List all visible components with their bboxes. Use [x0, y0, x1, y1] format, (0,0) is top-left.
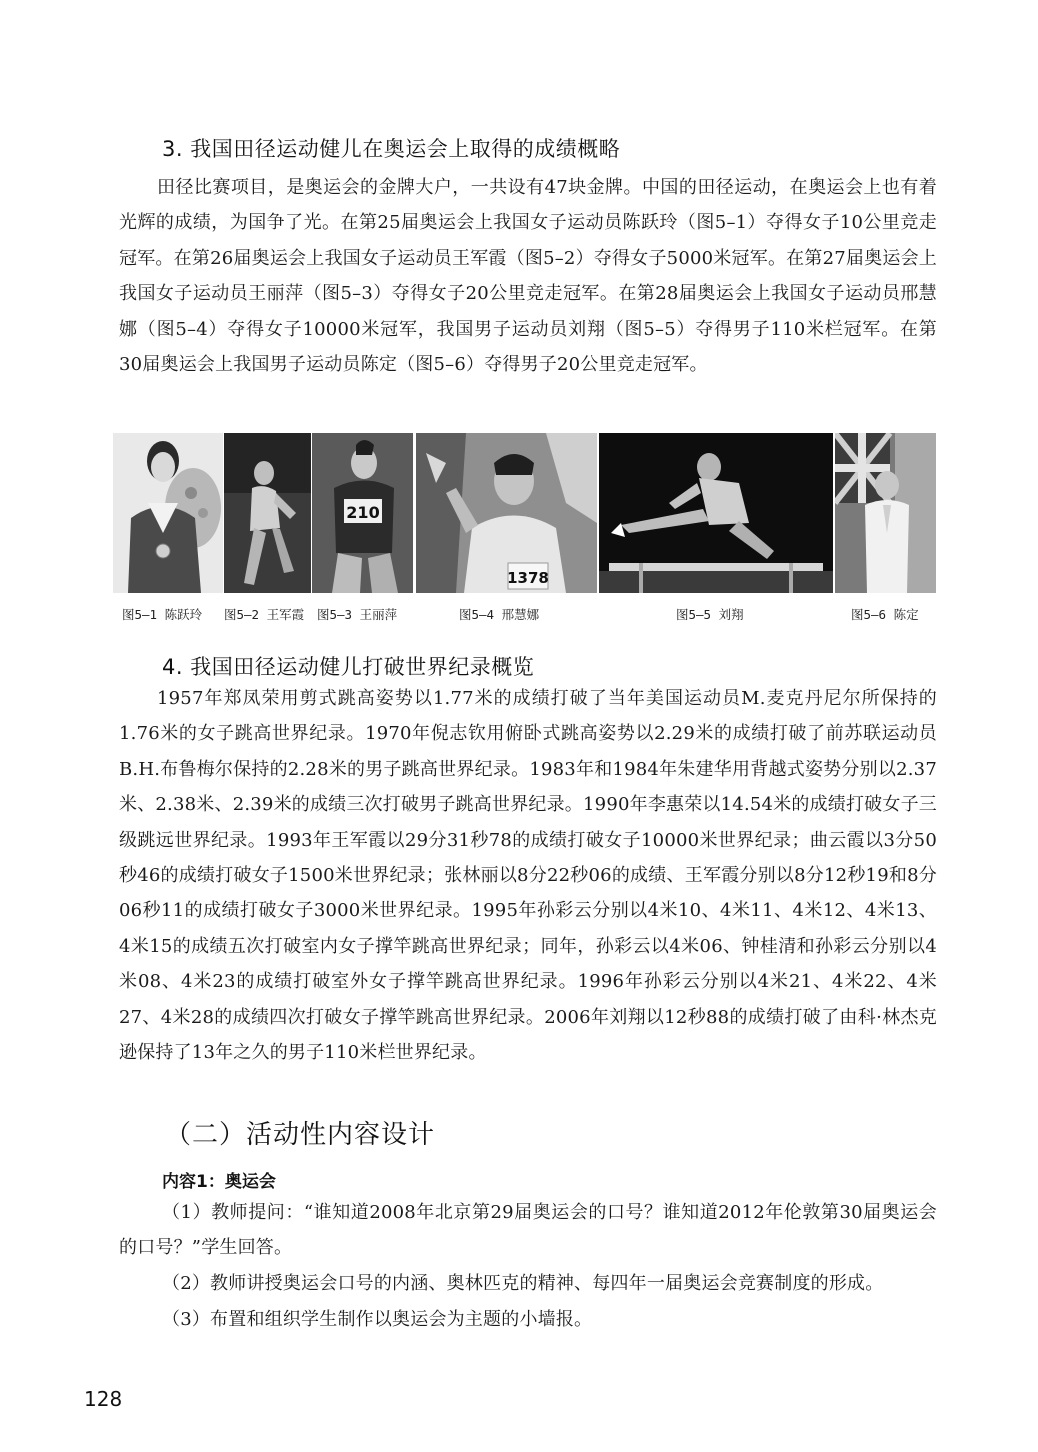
photo-chen-ding [835, 433, 936, 593]
photo-liu-xiang [599, 433, 833, 593]
caption-fig-5-1: 图5–1 陈跃玲 [122, 607, 203, 622]
photo-xing-huina [416, 433, 597, 593]
caption-fig-5-6: 图5–6 陈定 [851, 607, 919, 622]
caption-fig-5-2: 图5–2 王军霞 [224, 607, 305, 622]
page-number: 128 [84, 1387, 123, 1411]
section-4-heading: 4. 我国田径运动健儿打破世界纪录概览 [162, 655, 535, 679]
activity-item-3: （3）布置和组织学生制作以奥运会为主题的小墙报。 [162, 1309, 593, 1330]
activity-item-1: （1）教师提问：“谁知道2008年北京第29届奥运会的口号？谁知道2012年伦敦第30届奥运会的口号？”学生回答。 [119, 1202, 937, 1259]
athlete-photo-strip [113, 433, 936, 593]
section-4-paragraph: 1957年郑凤荣用剪式跳高姿势以1.77米的成绩打破了当年美国运动员M.麦克丹尼尔所保持的1.76米的女子跳高世界纪录。1970年倪志钦用俯卧式跳高姿势以2.29米的成绩打破了前苏联运动员B.H.布鲁梅尔保持的2.28米的男子跳高世界纪录。1983年和1984年朱建华用背越式姿势分别以2.37米、2.38米、2.39米的成绩三次打破男子跳高世界纪录。1990年李惠荣以14.54米的成绩打破女子三级跳远世界纪录。1993年王军霞以29分31秒78的成绩打破女子10000米世界纪录；曲云霞以3分50秒46的成绩打破女子1500米世界纪录；张林丽以8分22秒06的成绩、王军霞分别以8分12秒19和8分06秒11的成绩打破女子3000米世界纪录。1995年孙彩云分别以4米10、4米11、4米12、4米13、4米15的成绩五次打破室内女子撑竿跳高世界纪录；同年，孙彩云以4米06、钟桂清和孙彩云分别以4米08、4米23的成绩打破室外女子撑竿跳高世界纪录。1996年孙彩云分别以4米21、4米22、4米27、4米28的成绩四次打破女子撑竿跳高世界纪录。2006年刘翔以12秒88的成绩打破了由科·林杰克逊保持了13年之久的男子110米栏世界纪录。 [119, 688, 937, 1064]
section-3-heading: 3. 我国田径运动健儿在奥运会上取得的成绩概略 [162, 137, 621, 161]
section-3-paragraph: 田径比赛项目，是奥运会的金牌大户，一共设有47块金牌。中国的田径运动，在奥运会上也有着光辉的成绩，为国争了光。在第25届奥运会上我国女子运动员陈跃玲（图5–1）夺得女子10公里竞走冠军。在第26届奥运会上我国女子运动员王军霞（图5–2）夺得女子5000米冠军。在第27届奥运会上我国女子运动员王丽萍（图5–3）夺得女子20公里竞走冠军。在第28届奥运会上我国女子运动员邢慧娜（图5–4）夺得女子10000米冠军，我国男子运动员刘翔（图5–5）夺得男子110米栏冠军。在第30届奥运会上我国男子运动员陈定（图5–6）夺得男子20公里竞走冠军。 [119, 177, 937, 376]
part-2-heading: （二）活动性内容设计 [165, 1120, 436, 1150]
bib-210: 210 [346, 503, 380, 522]
photo-wang-liping [312, 433, 413, 593]
content-1-title: 内容1：奥运会 [162, 1172, 276, 1192]
photo-wang-junxia [224, 433, 311, 593]
activity-item-2: （2）教师讲授奥运会口号的内涵、奥林匹克的精神、每四年一届奥运会竞赛制度的形成。 [162, 1273, 884, 1294]
caption-fig-5-5: 图5–5 刘翔 [676, 607, 744, 622]
bib-1378: 1378 [507, 569, 549, 587]
caption-fig-5-4: 图5–4 邢慧娜 [459, 607, 540, 622]
photo-chen-yueling [113, 433, 223, 593]
caption-fig-5-3: 图5–3 王丽萍 [317, 607, 398, 622]
